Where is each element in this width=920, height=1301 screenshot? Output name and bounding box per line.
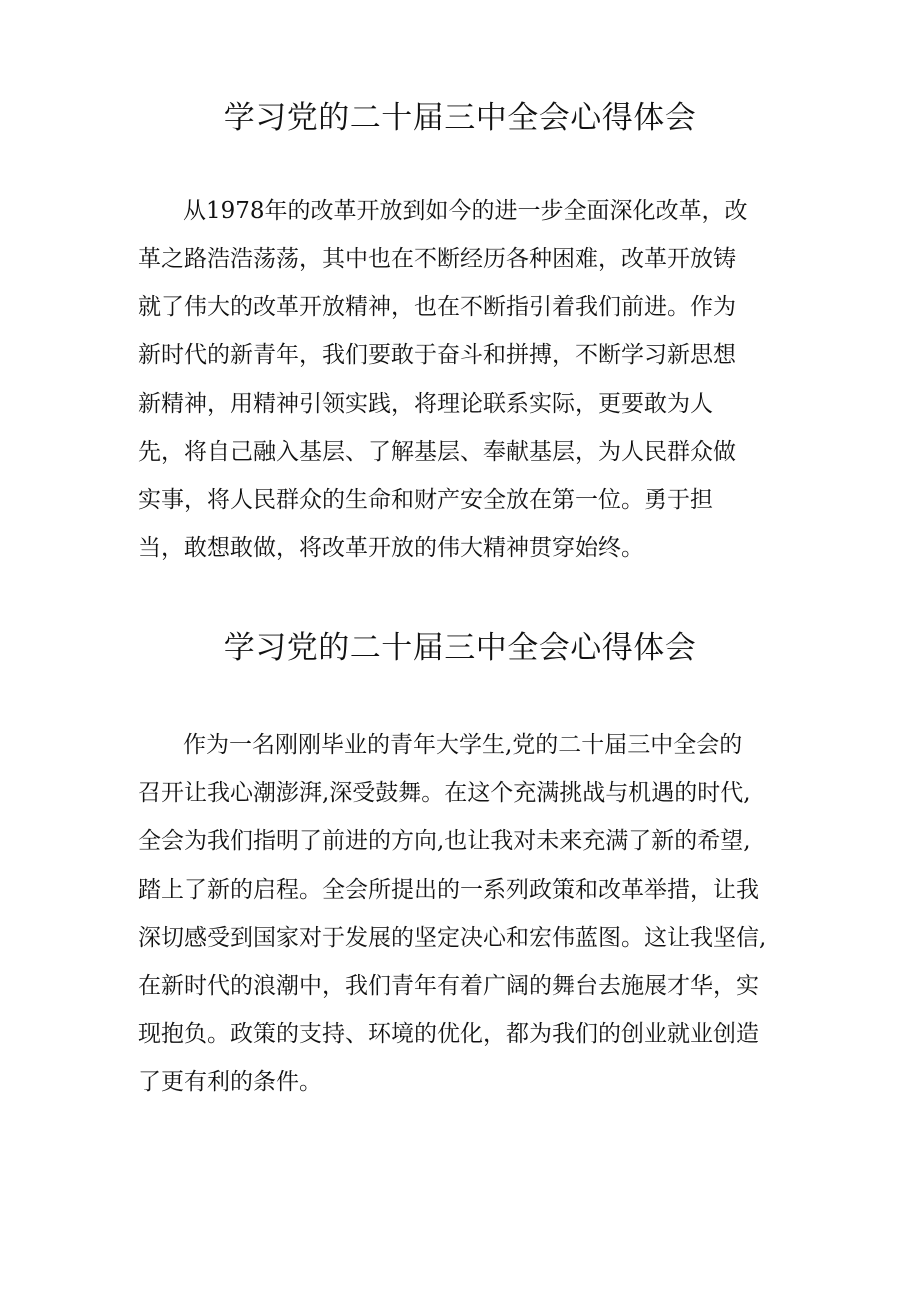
paragraph-line: 全会为我们指明了前进的方向,也让我对未来充满了新的希望, [138, 828, 751, 854]
paragraph-line: 实事，将人民群众的生命和财产安全放在第一位。勇于担 [138, 487, 713, 513]
paragraph-line: 深切感受到国家对于发展的坚定决心和宏伟蓝图。这让我坚信, [138, 925, 767, 951]
paragraph-line: 先，将自己融入基层、了解基层、奉献基层，为人民群众做 [138, 439, 736, 465]
paragraph-line: 从1978年的改革开放到如今的进一步全面深化改革，改 [183, 198, 748, 224]
paragraph-line: 新精神，用精神引领实践，将理论联系实际，更要敢为人 [138, 391, 713, 417]
paragraph-line: 踏上了新的启程。全会所提出的一系列政策和改革举措，让我 [138, 877, 759, 903]
paragraph-line: 当，敢想敢做，将改革开放的伟大精神贯穿始终。 [138, 535, 644, 561]
paragraph-line: 在新时代的浪潮中，我们青年有着广阔的舞台去施展才华，实 [138, 973, 759, 999]
paragraph-line: 召开让我心潮澎湃,深受鼓舞。在这个充满挑战与机遇的时代, [138, 780, 751, 806]
paragraph-line: 作为一名刚刚毕业的青年大学生,党的二十届三中全会的 [183, 732, 743, 758]
paragraph-line: 革之路浩浩荡荡，其中也在不断经历各种困难，改革开放铸 [138, 246, 736, 272]
paragraph-line: 新时代的新青年，我们要敢于奋斗和拼搏，不断学习新思想 [138, 342, 736, 368]
section-2-title: 学习党的二十届三中全会心得体会 [223, 630, 697, 666]
paragraph-line: 了更有利的条件。 [138, 1069, 322, 1095]
paragraph-line: 就了伟大的改革开放精神，也在不断指引着我们前进。作为 [138, 294, 736, 320]
paragraph-line: 现抱负。政策的支持、环境的优化，都为我们的创业就业创造 [138, 1021, 759, 1047]
section-1-title: 学习党的二十届三中全会心得体会 [223, 100, 697, 136]
